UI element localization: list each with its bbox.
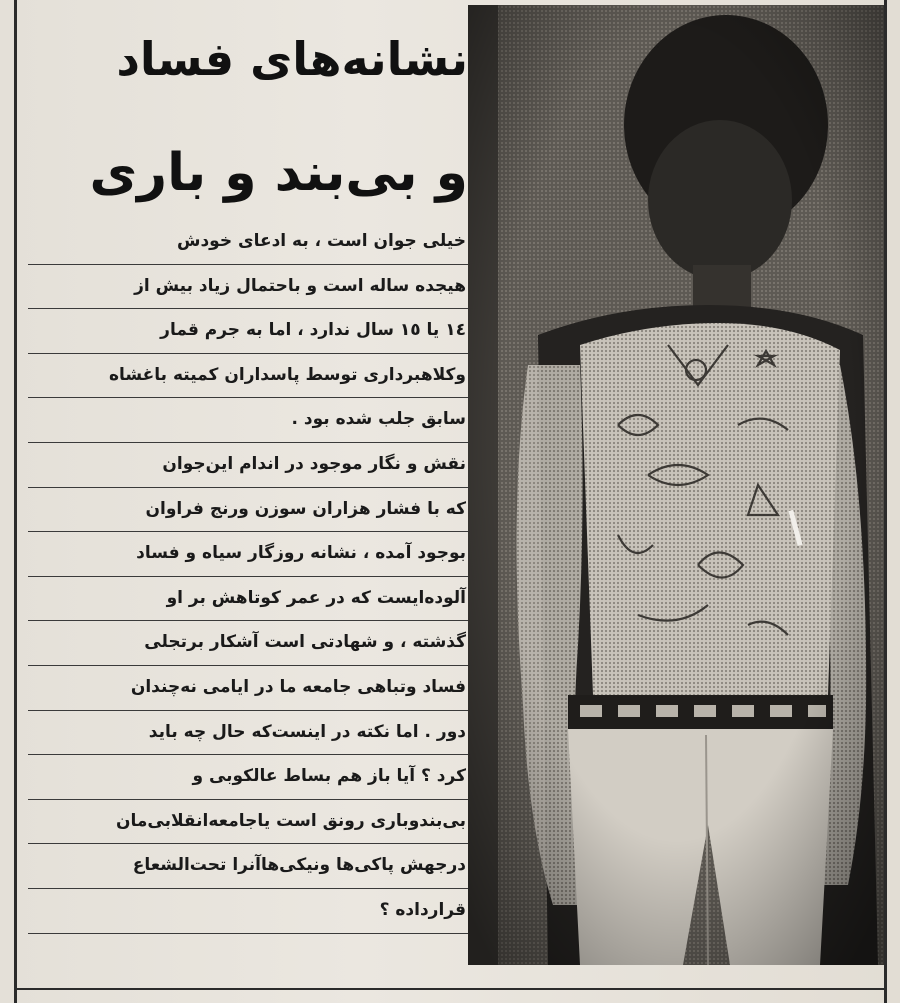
body-line: هیجده ساله است و باحتمال زیاد بیش از	[28, 265, 468, 310]
body-line: گذشته ، و شهادتی است آشکار برتجلی	[28, 621, 468, 666]
body-line: که با فشار هزاران سوزن ورنج فراوان	[28, 488, 468, 533]
body-line: کرد ؟ آیا باز هم بساط عالکوبی و	[28, 755, 468, 800]
body-line: درجهش پاکی‌ها ونیکی‌هاآنرا تحت‌الشعاع	[28, 844, 468, 889]
body-line: فساد وتباهی جامعه ما در ایامی نه‌چندان	[28, 666, 468, 711]
body-line: سابق جلب شده بود .	[28, 398, 468, 443]
headline-line-2: و بی‌بند و باری	[89, 143, 468, 203]
body-line: قرارداده ؟	[28, 889, 468, 934]
body-line: نقش و نگار موجود در اندام این‌جوان	[28, 443, 468, 488]
body-line: ١٤ یا ١٥ سال ندارد ، اما به جرم قمار	[28, 309, 468, 354]
body-line: بوجود آمده ، نشانه روزگار سیاه و فساد	[28, 532, 468, 577]
article-body	[28, 220, 468, 934]
body-line: آلوده‌ایست که در عمر کوتاهش بر او	[28, 577, 468, 622]
body-line: وکلاهبرداری توسط پاسداران کمیته باغشاه	[28, 354, 468, 399]
headline-line-1: نشانه‌های فساد	[116, 32, 468, 86]
column-rule-left	[14, 0, 17, 1003]
column-rule-right	[884, 0, 887, 1003]
body-line: خیلی جوان است ، به ادعای خودش	[28, 220, 468, 265]
bottom-rule	[14, 988, 887, 990]
article-text-column	[28, 8, 468, 983]
tattooed-man-photo	[468, 5, 884, 965]
body-line: بی‌بندوباری رونق است یاجامعه‌انقلابی‌ما‌ن	[28, 800, 468, 845]
body-line: دور . اما نکته در اینست‌که حال چه باید	[28, 711, 468, 756]
